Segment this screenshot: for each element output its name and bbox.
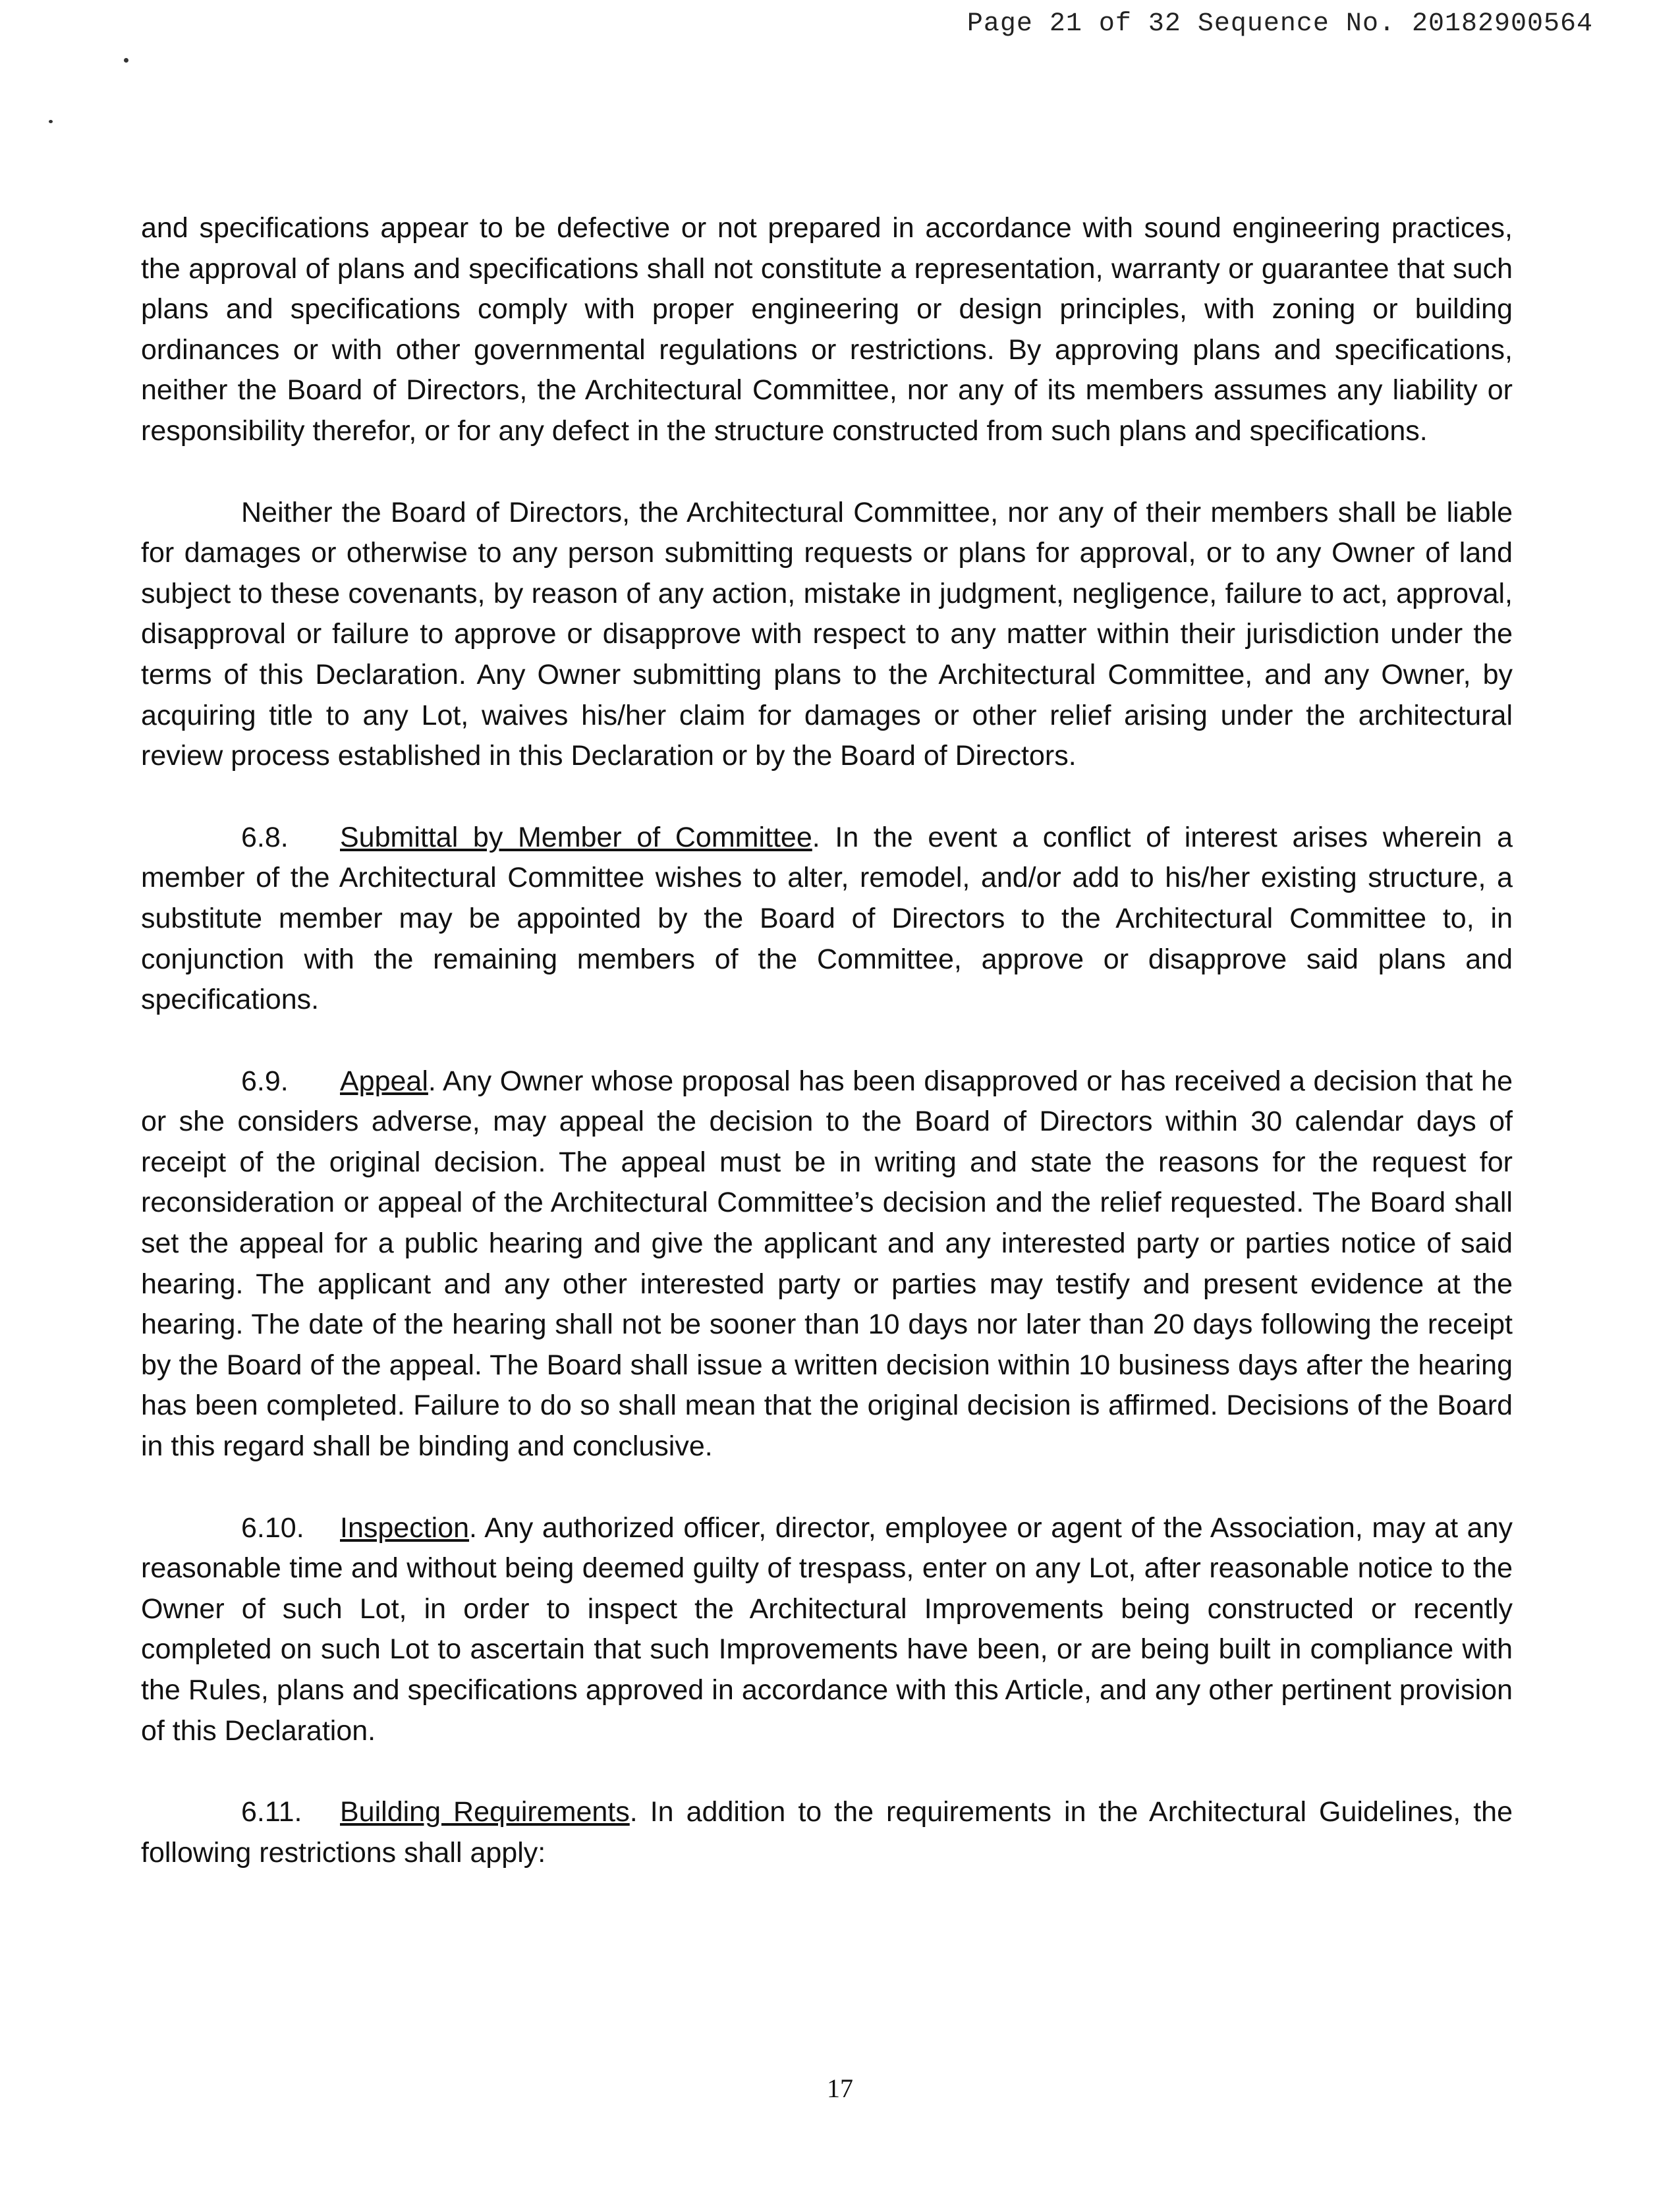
page-number: 17 [827,2073,853,2103]
paragraph-continued: and specifications appear to be defective or not prepared in accordance with sound engineering practices, the approval of plans and specifications shall not constitute a representation, warranty or guarantee that such plans and specifications comply with proper engineering or design principles, with zoning or building ordinances or with other governmental regulations or restrictions. By approving plans and specifications, neither the Board of Directors, the Architectural Committee, nor any of its members assumes any liability or responsibility therefor, or for any defect in the structure constructed from such plans and specifications. [141,212,1513,447]
section-number: 6.8. [241,821,289,853]
paragraph-liability: Neither the Board of Directors, the Architectural Committee, nor any of their members shall be liable for damages or otherwise to any person submitting requests or plans for approval, or to any Owner of land subject to these covenants, by reason of any action, mistake in judgment, negligence, failure to act, approval, disapproval or failure to approve or disapprove with respect to any matter within their jurisdiction under the terms of this Declaration. Any Owner submitting plans to the Architectural Committee, and any Owner, by acquiring title to any Lot, waives his/her claim for damages or other relief arising under the architectural review process established in this Declaration or by the Board of Directors. [141,496,1513,772]
scan-speck [49,120,53,123]
section-text: . In the event a conflict of interest arises wherein a member of the Architectural Committee wishes to alter, remodel, and/or add to his/her existing structure, a substitute member may be appointed by the Board of Directors to the Architectural Committee to, in conjunction with the remaining members of the Committee, approve or disapprove said plans and specifications. [141,821,1513,1016]
section-title: Appeal [340,1065,428,1097]
section-title: Submittal by Member of Committee [340,821,812,853]
recording-page-stamp: Page 21 of 32 Sequence No. 20182900564 [966,9,1593,39]
section-number: 6.10. [241,1511,304,1544]
section-number: 6.11. [241,1796,302,1828]
section-6-10 [141,1508,1513,1752]
section-text: . In addition to the requirements in the Architectural Guidelines, the following restrictions shall apply: [141,1796,1513,1869]
section-text: . Any authorized officer, director, employee or agent of the Association, may at any reasonable time and without being deemed guilty of trespass, enter on any Lot, after reasonable notice to the Owner of such Lot, in order to inspect the Architectural Improvements being constructed or recently completed on such Lot to ascertain that such Improvements have been, or are being built in compliance with the Rules, plans and specifications approved in accordance with this Article, and any other pertinent provision of this Declaration. [141,1511,1513,1747]
section-number: 6.9. [241,1065,289,1097]
section-title: Inspection [340,1511,470,1544]
scan-speck [124,58,128,63]
section-6-11 [141,1792,1513,1873]
document-body [141,208,1513,1914]
section-6-8 [141,818,1513,1021]
section-text: . Any Owner whose proposal has been disapproved or has received a decision that he or she considers adverse, may appeal the decision to the Board of Directors within 30 calendar days of receipt of the original decision. The appeal must be in writing and state the reasons for the request for reconsideration or appeal of the Architectural Committee’s decision and the relief requested. The Board shall set the appeal for a public hearing and give the applicant and any interested party or parties notice of said hearing. The applicant and any other interested party or parties may testify and present evidence at the hearing. The date of the hearing shall not be sooner than 10 days nor later than 20 days following the receipt by the Board of the appeal. The Board shall issue a written decision within 10 business days after the hearing has been completed. Failure to do so shall mean that the original decision is affirmed. Decisions of the Board in this regard shall be binding and conclusive. [141,1065,1513,1463]
section-title: Building Requirements [340,1796,630,1828]
section-6-9 [141,1061,1513,1467]
